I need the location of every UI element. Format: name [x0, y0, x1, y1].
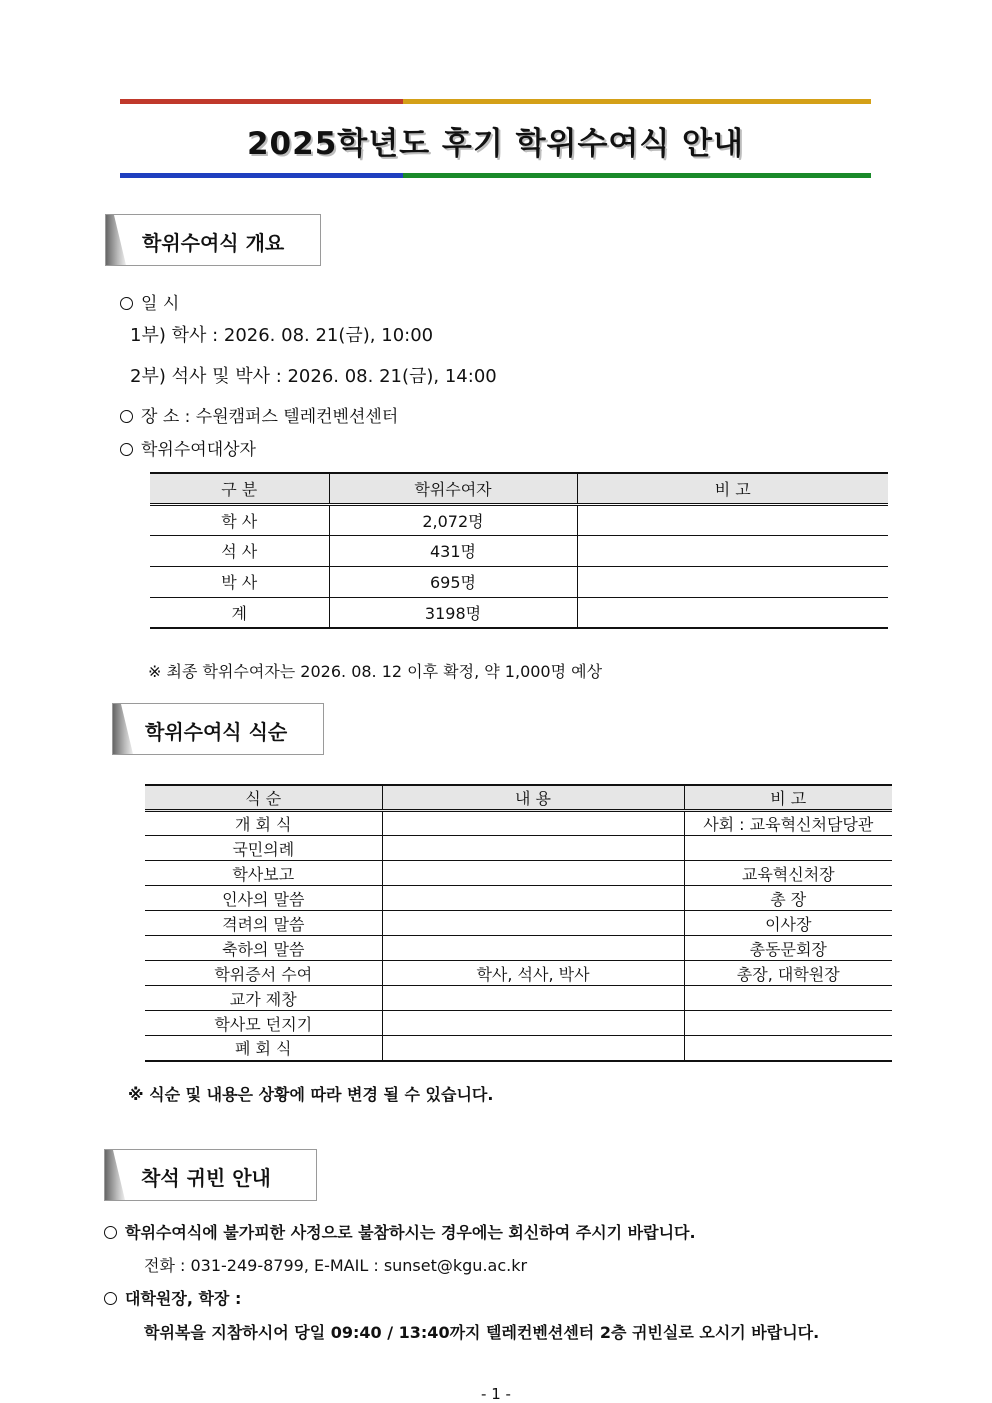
note-cell: 총장, 대학원장	[684, 961, 892, 986]
section-heading-ceremony-order	[112, 703, 324, 755]
title-bar-top-left	[120, 99, 403, 104]
table-row	[150, 566, 888, 597]
table-row	[145, 886, 892, 911]
column-header: 학위수여자	[329, 473, 577, 504]
content-cell	[382, 836, 684, 861]
table-row	[145, 811, 892, 836]
degree-cell: 석 사	[150, 535, 329, 566]
place-item: 장 소 : 수원캠퍼스 텔레컨벤션센터	[120, 402, 398, 427]
content-cell: 학사, 석사, 박사	[382, 961, 684, 986]
content-cell	[382, 1036, 684, 1061]
date-item: 일 시	[120, 289, 179, 314]
note-cell	[577, 597, 888, 628]
table-row	[145, 861, 892, 886]
ceremony-order-table	[145, 784, 892, 1062]
degree-cell: 학 사	[150, 504, 329, 535]
order-cell: 국민의례	[145, 836, 382, 861]
content-cell	[382, 1011, 684, 1036]
order-change-note: ※ 식순 및 내용은 상황에 따라 변경 될 수 있습니다.	[128, 1085, 494, 1104]
table-row	[150, 597, 888, 628]
note-cell: 총동문회장	[684, 936, 892, 961]
heading-wedge-decoration	[113, 704, 133, 754]
column-header: 식 순	[145, 785, 382, 811]
note-cell	[684, 1036, 892, 1061]
note-cell: 총 장	[684, 886, 892, 911]
title-bar-bottom-right	[403, 173, 871, 178]
content-cell	[382, 986, 684, 1011]
note-cell	[577, 566, 888, 597]
note-cell	[684, 1011, 892, 1036]
note-cell: 이사장	[684, 911, 892, 936]
table-row	[150, 504, 888, 535]
column-header: 내 용	[382, 785, 684, 811]
section-heading-label: 착석 귀빈 안내	[141, 1166, 271, 1190]
table-header-row	[145, 785, 892, 811]
circle-bullet-icon	[104, 1292, 117, 1305]
circle-bullet-icon	[120, 443, 133, 456]
document-title: 2025학년도 후기 학위수여식 안내	[246, 126, 744, 162]
order-cell: 학사보고	[145, 861, 382, 886]
column-header: 비 고	[684, 785, 892, 811]
content-cell	[382, 861, 684, 886]
circle-bullet-icon	[120, 297, 133, 310]
dean-notice-item: 대학원장, 학장 :	[104, 1286, 241, 1309]
order-cell: 폐 회 식	[145, 1036, 382, 1061]
note-cell: 교육혁신처장	[684, 861, 892, 886]
order-cell: 개 회 식	[145, 811, 382, 836]
degree-cell: 박 사	[150, 566, 329, 597]
table-row	[145, 986, 892, 1011]
column-header: 비 고	[577, 473, 888, 504]
table-row	[145, 836, 892, 861]
circle-bullet-icon	[104, 1226, 117, 1239]
heading-wedge-decoration	[106, 215, 126, 265]
table-row	[145, 911, 892, 936]
count-cell: 2,072명	[329, 504, 577, 535]
final-count-note: ※ 최종 학위수여자는 2026. 08. 12 이후 확정, 약 1,000명 예상	[148, 662, 603, 681]
heading-wedge-decoration	[105, 1150, 125, 1200]
table-row	[145, 1036, 892, 1061]
table-row	[145, 1011, 892, 1036]
note-cell: 사회 : 교육혁신처담당관	[684, 811, 892, 836]
count-cell: 3198명	[329, 597, 577, 628]
table-header-row	[150, 473, 888, 504]
table-row	[150, 535, 888, 566]
table-row	[145, 936, 892, 961]
order-cell: 교가 제창	[145, 986, 382, 1011]
section-heading-label: 학위수여식 개요	[142, 231, 285, 255]
order-cell: 격려의 말씀	[145, 911, 382, 936]
order-cell: 학사모 던지기	[145, 1011, 382, 1036]
table-row	[145, 961, 892, 986]
degree-cell: 계	[150, 597, 329, 628]
count-cell: 431명	[329, 535, 577, 566]
section-heading-label: 학위수여식 식순	[145, 720, 288, 744]
note-cell	[684, 836, 892, 861]
content-cell	[382, 886, 684, 911]
contact-info: 전화 : 031-249-8799, E-MAIL : sunset@kgu.ac.kr	[144, 1256, 528, 1275]
section-heading-guest-seating	[104, 1149, 317, 1201]
page-number: - 1 -	[481, 1385, 511, 1403]
content-cell	[382, 811, 684, 836]
order-cell: 학위증서 수여	[145, 961, 382, 986]
note-cell	[684, 986, 892, 1011]
title-bar-top-right	[403, 99, 871, 104]
note-cell	[577, 535, 888, 566]
part1-schedule: 1부) 학사 : 2026. 08. 21(금), 10:00	[130, 325, 434, 346]
dean-notice-detail: 학위복을 지참하시어 당일 09:40 / 13:40까지 텔레컨벤션센터 2층 귀빈실로 오시기 바랍니다.	[144, 1323, 820, 1342]
recipients-table	[150, 472, 888, 629]
part2-schedule: 2부) 석사 및 박사 : 2026. 08. 21(금), 14:00	[130, 366, 497, 387]
circle-bullet-icon	[120, 410, 133, 423]
content-cell	[382, 911, 684, 936]
column-header: 구 분	[150, 473, 329, 504]
section-heading-overview	[105, 214, 321, 266]
order-cell: 인사의 말씀	[145, 886, 382, 911]
count-cell: 695명	[329, 566, 577, 597]
order-cell: 축하의 말씀	[145, 936, 382, 961]
recipients-item: 학위수여대상자	[120, 435, 256, 460]
title-bar-bottom-left	[120, 173, 403, 178]
absence-notice-item: 학위수여식에 불가피한 사정으로 불참하시는 경우에는 회신하여 주시기 바랍니다.	[104, 1220, 696, 1243]
note-cell	[577, 504, 888, 535]
content-cell	[382, 936, 684, 961]
